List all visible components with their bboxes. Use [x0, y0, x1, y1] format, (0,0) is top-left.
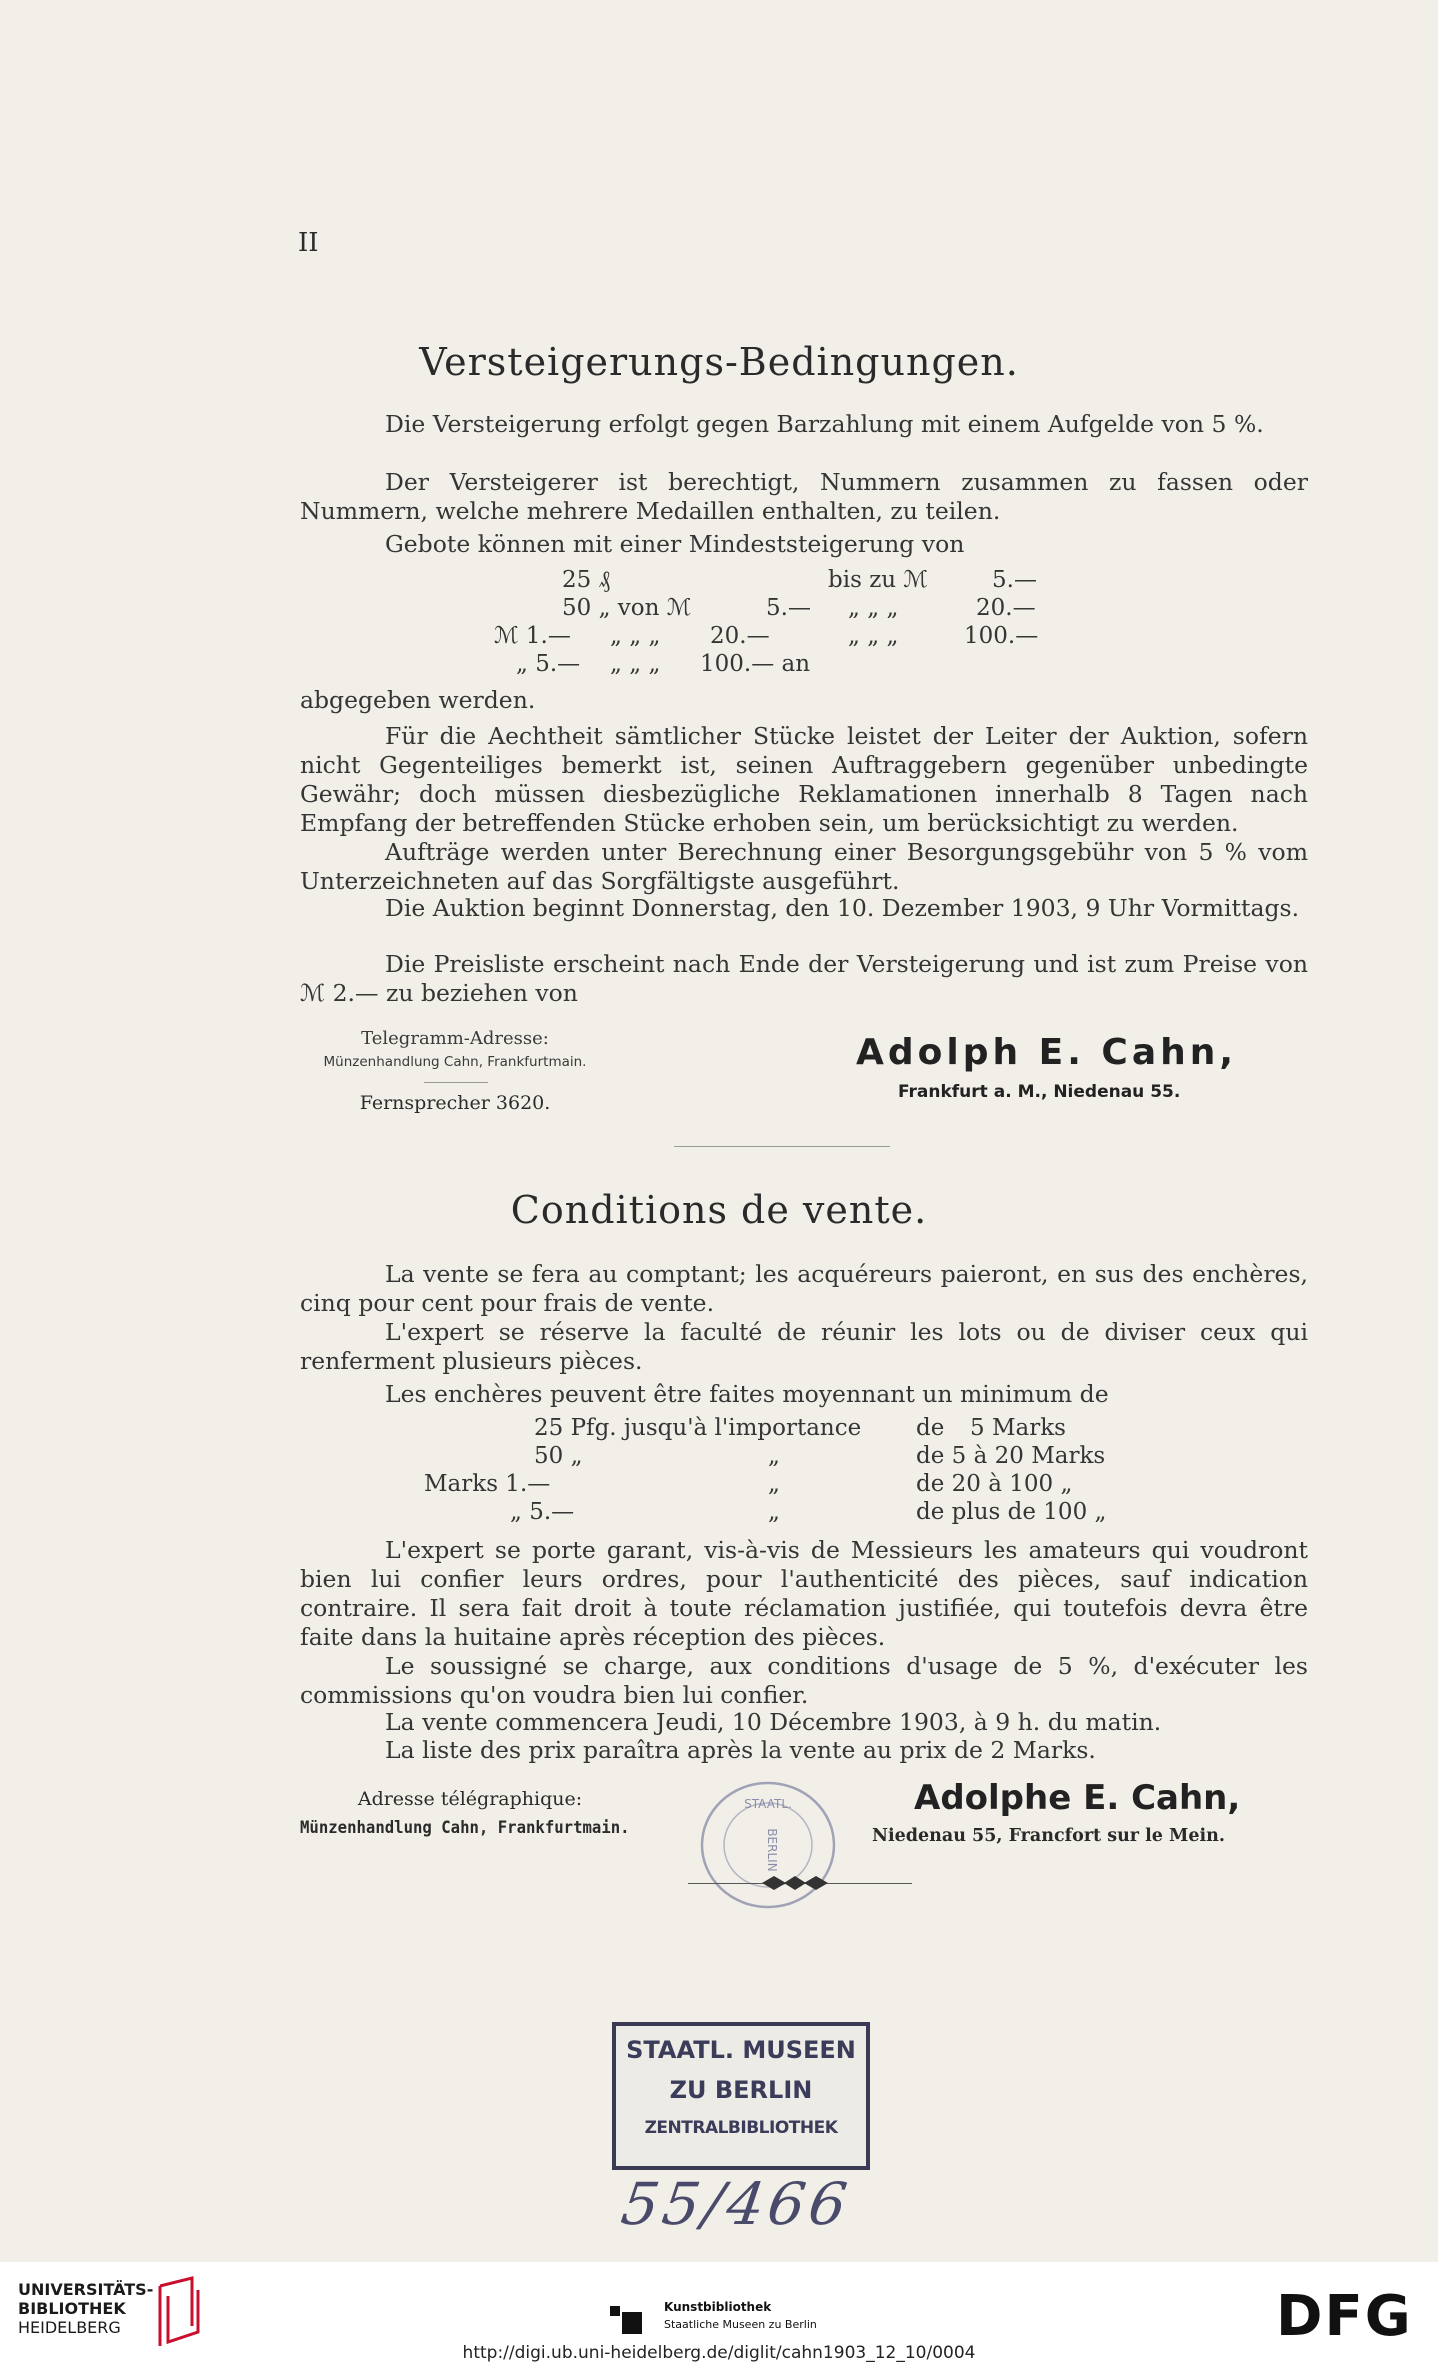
svg-text:BERLIN: BERLIN [765, 1828, 779, 1872]
french-table-cell: de plus de 100 „ [916, 1499, 1107, 1525]
french-table-cell: 25 Pfg. jusqu'à l'importance [534, 1415, 862, 1441]
kunstbibliothek-name: Kunstbibliothek [664, 2300, 772, 2314]
library-round-stamp-icon [688, 1770, 848, 1920]
french-table-cell: de [916, 1415, 945, 1441]
german-divider-short [424, 1082, 488, 1083]
page-number: II [298, 228, 319, 258]
german-signature-address: Frankfurt a. M., Niedenau 55. [898, 1082, 1181, 1102]
german-paragraph-4: abgegeben werden. [300, 686, 536, 714]
german-table-cell: 25 ₰ [562, 567, 611, 593]
kunstbibliothek-subtitle: Staatliche Museen zu Berlin [664, 2318, 817, 2331]
page-url-link[interactable]: http://digi.ub.uni-heidelberg.de/diglit/cahn1903_12_10/0004 [462, 2343, 976, 2363]
french-paragraph-2: L'expert se réserve la faculté de réunir les lots ou de diviser ceux qui renferment plusieurs pièces. [300, 1318, 1308, 1375]
stamp-line-3: ZENTRALBIBLIOTHEK [644, 2118, 838, 2138]
french-table-cell: de 20 à 100 „ [916, 1471, 1073, 1497]
french-paragraph-6: La vente commencera Jeudi, 10 Décembre 1903, à 9 h. du matin. [385, 1708, 1162, 1736]
german-paragraph-3: Gebote können mit einer Mindeststeigerung von [385, 530, 965, 558]
german-telegram-label: Telegramm-Adresse: [361, 1028, 549, 1049]
french-paragraph-7: La liste des prix paraîtra après la vente au prix de 2 Marks. [385, 1736, 1096, 1764]
museum-library-stamp [612, 2022, 870, 2170]
german-bid-table [0, 566, 1438, 686]
french-paragraph-1: La vente se fera au comptant; les acquéreurs paieront, en sus des enchères, cinq pour cent pour frais de vente. [300, 1260, 1308, 1317]
stamp-line-1: STAATL. MUSEEN [626, 2036, 856, 2064]
french-table-cell: Marks 1.— [424, 1471, 551, 1497]
german-table-cell: 20.— [710, 623, 770, 649]
german-table-cell: 5.— [992, 567, 1037, 593]
german-paragraph-1: Die Versteigerung erfolgt gegen Barzahlung mit einem Aufgelde von 5 %. [385, 410, 1264, 438]
dfg-logo: DFG [1276, 2284, 1413, 2349]
german-title: Versteigerungs-Bedingungen. [419, 340, 1019, 384]
french-table-cell: de 5 à 20 Marks [916, 1443, 1106, 1469]
german-table-cell: „ „ „ [610, 651, 661, 677]
german-table-cell: 50 „ von ℳ [562, 595, 692, 621]
french-telegram-value: Münzenhandlung Cahn, Frankfurtmain. [300, 1818, 630, 1838]
kunstbibliothek-logo-icon [610, 2302, 644, 2336]
french-telegram-label: Adresse télégraphique: [357, 1788, 583, 1810]
german-table-cell: 20.— [976, 595, 1036, 621]
german-table-cell: „ 5.— [516, 651, 581, 677]
german-table-cell: „ „ „ [848, 623, 899, 649]
german-telegram-value: Münzenhandlung Cahn, Frankfurtmain. [323, 1054, 587, 1070]
french-table-cell: 50 „ [534, 1443, 583, 1469]
heidelberg-logo-icon [152, 2276, 202, 2348]
german-paragraph-5: Für die Aechtheit sämtlicher Stücke leistet der Leiter der Auktion, sofern nicht Gegenteiliges bemerkt ist, seinen Auftraggebern gegenüber unbedingte Gewähr; doch müssen diesbezügliche Reklamationen innerhalb 8 Tagen nach Empfang der betreffenden Stücke erhoben sein, um berücksichtigt zu werden. [300, 722, 1308, 837]
french-paragraph-5: Le soussigné se charge, aux conditions d'usage de 5 %, d'exécuter les commissions qu'on voudra bien lui confier. [300, 1652, 1308, 1709]
french-table-cell: „ [768, 1471, 780, 1497]
french-paragraph-4: L'expert se porte garant, vis-à-vis de Messieurs les amateurs qui voudront bien lui confier leurs ordres, pour l'authenticité des pièces, sauf indication contraire. Il sera fait droit à toute réclamation justifiée, qui toutefois devra être faite dans la huitaine après réception des pièces. [300, 1536, 1308, 1651]
stamp-line-2: ZU BERLIN [669, 2076, 813, 2104]
german-paragraph-7: Die Auktion beginnt Donnerstag, den 10. Dezember 1903, 9 Uhr Vormittags. [385, 894, 1300, 922]
french-table-cell: 5 Marks [970, 1415, 1066, 1441]
french-signature-address: Niedenau 55, Francfort sur le Mein. [872, 1826, 1225, 1846]
german-table-cell: ℳ 1.— [494, 623, 571, 649]
svg-text:STAATL.: STAATL. [744, 1797, 792, 1811]
german-paragraph-8: Die Preisliste erscheint nach Ende der Versteigerung und ist zum Preise von ℳ 2.— zu beziehen von [300, 950, 1308, 1007]
digitization-footer [0, 2262, 1438, 2366]
german-signature-name: Adolph E. Cahn, [856, 1032, 1238, 1073]
german-table-cell: „ „ „ [848, 595, 899, 621]
section-divider [674, 1146, 890, 1147]
uni-logo-line-3: HEIDELBERG [18, 2318, 121, 2337]
german-paragraph-2: Der Versteigerer ist berechtigt, Nummern zusammen zu fassen oder Nummern, welche mehrere Medaillen enthalten, zu teilen. [300, 468, 1308, 525]
german-phone: Fernsprecher 3620. [359, 1092, 551, 1114]
german-table-cell: 100.— an [700, 651, 811, 677]
ornament-icon [760, 1874, 830, 1892]
french-table-cell: „ [768, 1443, 780, 1469]
german-table-cell: 5.— [766, 595, 811, 621]
german-table-cell: „ „ „ [610, 623, 661, 649]
french-title: Conditions de vente. [510, 1188, 928, 1232]
handwritten-shelfmark: 55/466 [617, 2170, 855, 2238]
french-bid-table [0, 1414, 1438, 1534]
uni-logo-line-2: BIBLIOTHEK [18, 2299, 126, 2318]
german-paragraph-6: Aufträge werden unter Berechnung einer Besorgungsgebühr von 5 % vom Unterzeichneten auf das Sorgfältigste ausgeführt. [300, 838, 1308, 895]
german-table-cell: 100.— [964, 623, 1039, 649]
heidelberg-logo-text [18, 2280, 153, 2337]
uni-logo-line-1: UNIVERSITÄTS- [18, 2280, 154, 2299]
french-table-cell: „ 5.— [510, 1499, 575, 1525]
french-paragraph-3: Les enchères peuvent être faites moyennant un minimum de [385, 1380, 1109, 1408]
german-table-cell: bis zu ℳ [828, 567, 929, 593]
french-table-cell: „ [768, 1499, 780, 1525]
french-signature-name: Adolphe E. Cahn, [914, 1778, 1241, 1818]
